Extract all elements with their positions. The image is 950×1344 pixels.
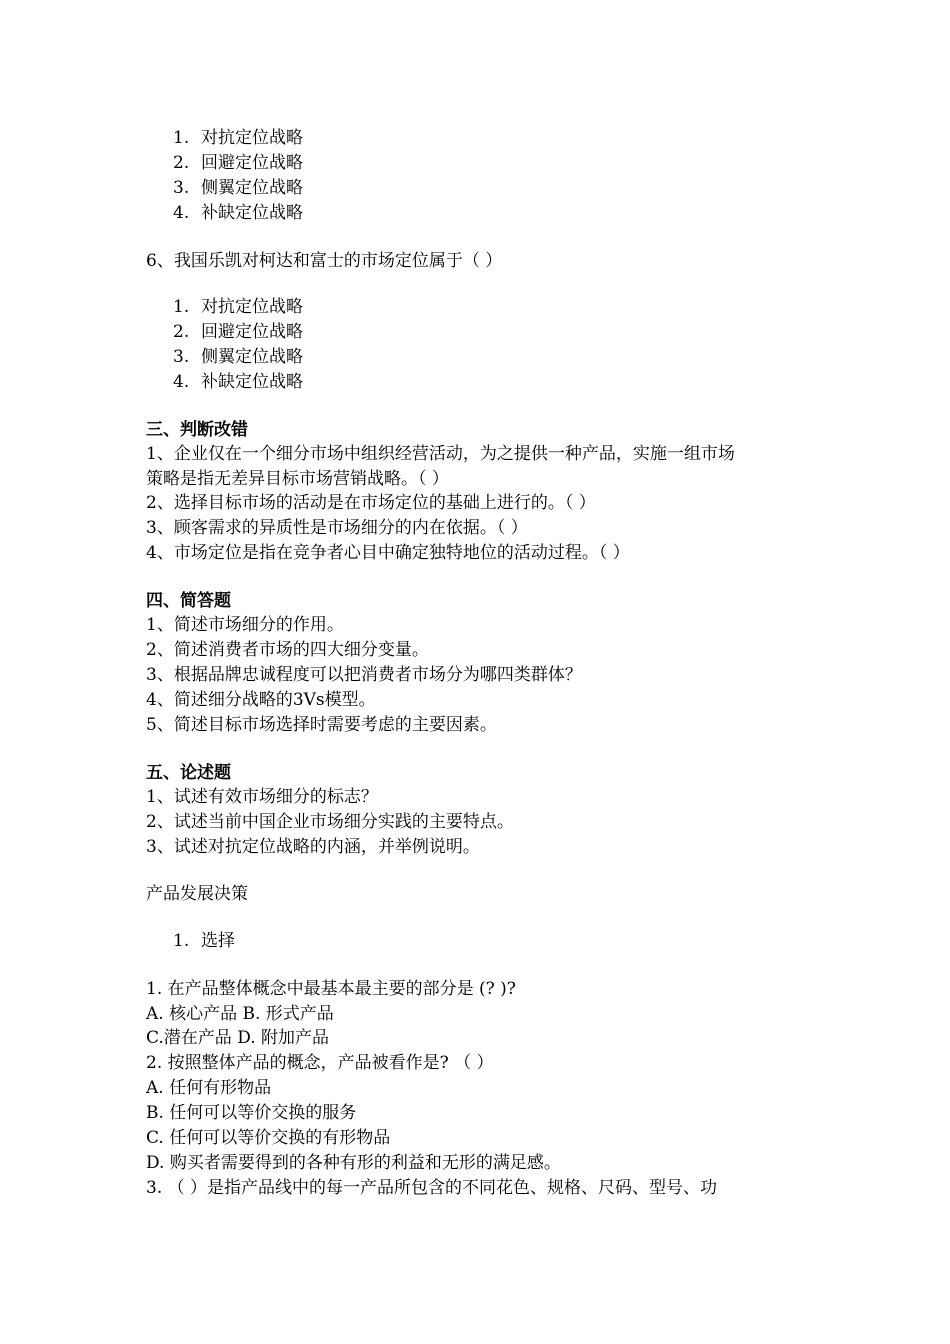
section-heading: 四、简答题 xyxy=(146,591,231,611)
text-line: A. 任何有形物品 xyxy=(146,1078,272,1098)
text-line: 5、简述目标市场选择时需要考虑的主要因素。 xyxy=(146,715,497,735)
text-line: 4、市场定位是指在竞争者心目中确定独特地位的活动过程。（ ） xyxy=(146,543,630,563)
list-item: 1. 对抗定位战略 xyxy=(173,297,303,317)
list-item: 1. 对抗定位战略 xyxy=(173,128,303,148)
text-line: 3. （ ）是指产品线中的每一产品所包含的不同花色、规格、尺码、型号、功 xyxy=(146,1178,718,1198)
chapter-title: 产品发展决策 xyxy=(146,884,248,904)
text-line: C.潜在产品 D. 附加产品 xyxy=(146,1028,330,1048)
list-item: 1. 选择 xyxy=(173,931,235,951)
text-line: 1. 在产品整体概念中最基本最主要的部分是 (? )? xyxy=(146,979,516,999)
text-line: 2. 按照整体产品的概念，产品被看作是? （ ） xyxy=(146,1053,494,1073)
list-item: 2. 回避定位战略 xyxy=(173,153,303,173)
list-item: 2. 回避定位战略 xyxy=(173,322,303,342)
list-item: 4. 补缺定位战略 xyxy=(173,372,303,392)
text-line: A. 核心产品 B. 形式产品 xyxy=(146,1004,334,1024)
list-item: 3. 侧翼定位战略 xyxy=(173,178,303,198)
text-line: 1、企业仅在一个细分市场中组织经营活动，为之提供一种产品，实施一组市场 xyxy=(146,444,735,464)
text-line: 2、试述当前中国企业市场细分实践的主要特点。 xyxy=(146,812,514,832)
list-item: 4. 补缺定位战略 xyxy=(173,203,303,223)
text-line: 3、根据品牌忠诚程度可以把消费者市场分为哪四类群体？ xyxy=(146,665,582,685)
text-line: 2、简述消费者市场的四大细分变量。 xyxy=(146,640,429,660)
question-6: 6、我国乐凯对柯达和富士的市场定位属于（ ） xyxy=(146,251,503,271)
text-line: 3、顾客需求的异质性是市场细分的内在依据。（ ） xyxy=(146,518,528,538)
section-heading: 三、判断改错 xyxy=(146,420,248,440)
text-line: D. 购买者需要得到的各种有形的利益和无形的满足感。 xyxy=(146,1153,561,1173)
text-line: 1、试述有效市场细分的标志？ xyxy=(146,787,378,807)
text-line: 3、试述对抗定位战略的内涵，并举例说明。 xyxy=(146,837,480,857)
list-item: 3. 侧翼定位战略 xyxy=(173,347,303,367)
text-line: 4、简述细分战略的3Vs模型。 xyxy=(146,690,376,710)
text-line: 2、选择目标市场的活动是在市场定位的基础上进行的。（ ） xyxy=(146,493,596,513)
text-line: B. 任何可以等价交换的服务 xyxy=(146,1103,357,1123)
text-line: 1、简述市场细分的作用。 xyxy=(146,615,344,635)
section-heading: 五、论述题 xyxy=(146,763,231,783)
text-line: C. 任何可以等价交换的有形物品 xyxy=(146,1128,391,1148)
text-line: 策略是指无差异目标市场营销战略。（ ） xyxy=(146,469,449,489)
